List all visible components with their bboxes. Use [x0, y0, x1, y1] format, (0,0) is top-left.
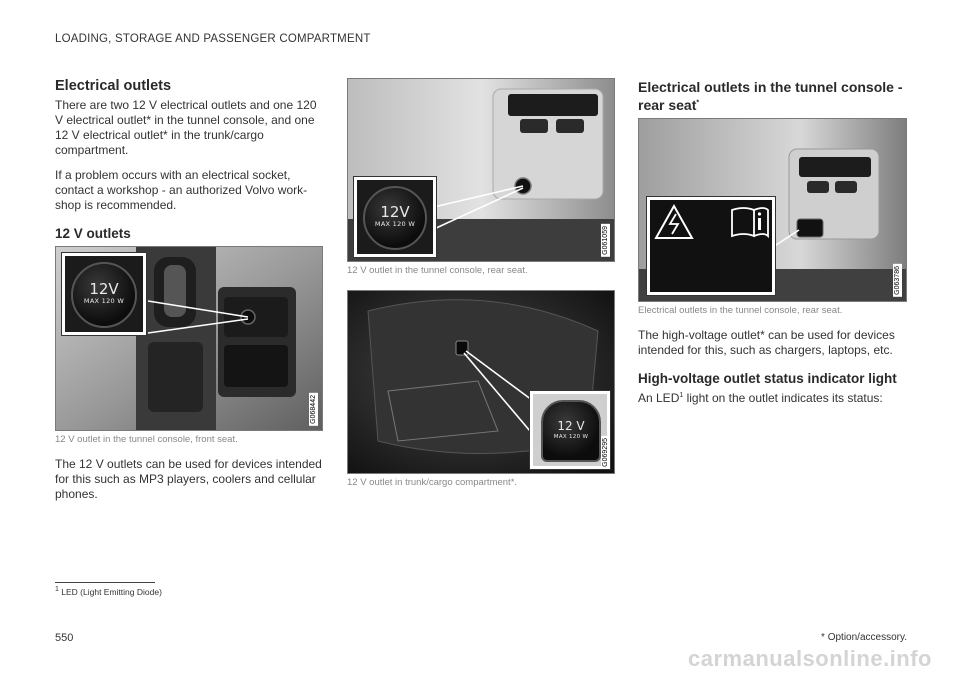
- column-right: [638, 78, 908, 406]
- footnote: [55, 587, 162, 597]
- section-header: LOADING, STORAGE AND PASSENGER COMPARTMENT: [55, 33, 371, 45]
- column-middle: [347, 78, 615, 488]
- figure-rear-outlets: [638, 118, 907, 302]
- badge-voltage-text: 12V: [89, 280, 119, 298]
- warning-symbols-inset: [647, 197, 775, 295]
- figure-caption: 12 V outlet in the tunnel console, front seat.: [55, 434, 238, 445]
- heading-12v-outlets: 12 V outlets: [55, 226, 131, 241]
- figure-caption: 12 V outlet in trunk/cargo compartment*.: [347, 477, 518, 488]
- problem-paragraph: If a problem occurs with an electrical socket, contact a workshop - an authorized Volvo work-shop is recommended.: [55, 168, 308, 212]
- outlet-12v-badge: [71, 262, 137, 328]
- heading-tunnel-console-outlets: [638, 78, 908, 114]
- badge-max-text: MAX 120 W: [83, 297, 125, 305]
- figure-rear-console: [347, 78, 615, 262]
- figure-caption: Electrical outlets in the tunnel console, rear seat.: [638, 305, 843, 316]
- figure-front-console: [55, 246, 323, 431]
- high-voltage-warning-icon: [656, 206, 692, 238]
- image-code: G069295: [602, 438, 609, 467]
- column-left: [55, 78, 325, 502]
- badge-voltage-text: 12 V: [557, 419, 585, 433]
- heading-text: Electrical outlets in the tunnel console - rear seat: [638, 79, 903, 113]
- trunk-outlet-closeup-inset: [530, 391, 610, 469]
- rear-outlet-closeup-inset: [354, 177, 436, 257]
- led-text-a: An LED: [638, 391, 680, 405]
- footnote-ref: 1: [679, 392, 684, 399]
- figure-trunk: [347, 290, 615, 474]
- led-paragraph: [638, 391, 908, 406]
- badge-max-text: MAX 120 W: [374, 220, 416, 228]
- page-number: 550: [55, 632, 74, 644]
- led-text-b: light on the outlet indicates its status:: [683, 391, 883, 405]
- image-code: G068442: [310, 395, 317, 424]
- intro-paragraph: There are two 12 V electrical outlets and one 120 V electrical outlet* in the tunnel console, and one 12 V electrical outlet* in the trunk/cargo compartment.: [55, 98, 317, 157]
- badge-max-text: MAX 120 W: [553, 434, 589, 440]
- watermark: carmanualsonline.info: [688, 646, 932, 671]
- heading-electrical-outlets: Electrical outlets: [55, 78, 172, 94]
- warning-symbols: [650, 200, 772, 292]
- badge-voltage-text: 12V: [380, 203, 410, 221]
- image-code: G061059: [602, 226, 609, 255]
- usage-paragraph: The 12 V outlets can be used for devices intended for this such as MP3 players, coolers and cellular phones.: [55, 457, 322, 501]
- outlet-12v-badge: [363, 186, 427, 250]
- read-manual-icon: [732, 208, 768, 236]
- figure-caption: 12 V outlet in the tunnel console, rear seat.: [347, 265, 528, 276]
- heading-status-indicator: High-voltage outlet status indicator light: [638, 371, 897, 386]
- footnote-divider: [55, 582, 155, 583]
- option-note: * Option/accessory.: [821, 632, 907, 643]
- high-voltage-paragraph: The high-voltage outlet* can be used for devices intended for this, such as chargers, laptops, etc.: [638, 328, 895, 357]
- option-mark: *: [696, 99, 700, 107]
- footnote-number: 1: [55, 586, 59, 594]
- outlet-closeup-inset: [62, 253, 146, 335]
- image-code: G063786: [894, 266, 901, 295]
- footnote-text: LED (Light Emitting Diode): [58, 587, 162, 597]
- outlet-12v-badge: [541, 400, 601, 462]
